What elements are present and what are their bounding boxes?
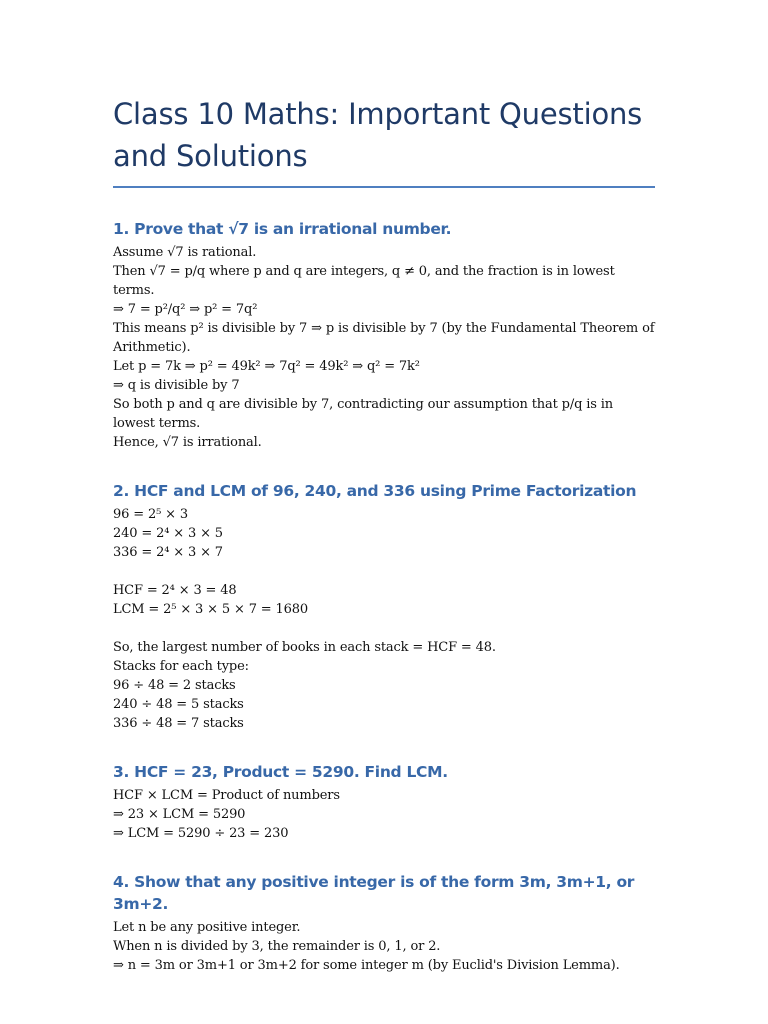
body-line: Then √7 = p/q where p and q are integers, q ≠ 0, and the fraction is in lowest terms. xyxy=(113,264,619,298)
body-line: 336 ÷ 48 = 7 stacks xyxy=(113,716,244,731)
body-line: ⇒ n = 3m or 3m+1 or 3m+2 for some integer m (by Euclid's Division Lemma). xyxy=(113,958,620,973)
body-line: 96 = 2⁵ × 3 xyxy=(113,507,188,522)
section-heading: 2. HCF and LCM of 96, 240, and 336 using Prime Factorization xyxy=(113,482,637,500)
body-line: So both p and q are divisible by 7, contradicting our assumption that p/q is in lowest terms. xyxy=(113,397,617,431)
body-line: Hence, √7 is irrational. xyxy=(113,435,262,450)
body-line: So, the largest number of books in each stack = HCF = 48. xyxy=(113,640,496,655)
body-line: 336 = 2⁴ × 3 × 7 xyxy=(113,545,223,560)
body-line: This means p² is divisible by 7 ⇒ p is divisible by 7 (by the Fundamental Theorem of xyxy=(113,321,655,336)
section-heading: 1. Prove that √7 is an irrational number. xyxy=(113,220,452,238)
title-divider xyxy=(113,186,655,188)
section-heading: 3. HCF = 23, Product = 5290. Find LCM. xyxy=(113,763,448,781)
blank-line xyxy=(113,562,655,581)
section-heading: 4. Show that any positive integer is of the form 3m, 3m+1, or 3m+2. xyxy=(113,873,635,913)
body-line: LCM = 2⁵ × 3 × 5 × 7 = 1680 xyxy=(113,602,309,617)
blank-line xyxy=(113,619,655,638)
page-title: Class 10 Maths: Important Questions and Solutions xyxy=(113,97,643,173)
body-line: When n is divided by 3, the remainder is 0, 1, or 2. xyxy=(113,939,441,954)
body-line: Assume √7 is rational. xyxy=(113,245,257,260)
section-4 xyxy=(113,871,655,975)
body-line: Let n be any positive integer. xyxy=(113,920,301,935)
body-line: HCF = 2⁴ × 3 = 48 xyxy=(113,583,237,598)
body-line: 96 ÷ 48 = 2 stacks xyxy=(113,678,236,693)
body-line: ⇒ 23 × LCM = 5290 xyxy=(113,807,246,822)
body-line: ⇒ LCM = 5290 ÷ 23 = 230 xyxy=(113,826,289,841)
body-line: HCF × LCM = Product of numbers xyxy=(113,788,340,803)
section-2 xyxy=(113,480,655,733)
body-line: Stacks for each type: xyxy=(113,659,249,674)
section-1 xyxy=(113,218,655,452)
body-line: 240 ÷ 48 = 5 stacks xyxy=(113,697,244,712)
section-3 xyxy=(113,761,655,843)
body-line: 240 = 2⁴ × 3 × 5 xyxy=(113,526,223,541)
body-line: ⇒ 7 = p²/q² ⇒ p² = 7q² xyxy=(113,302,258,317)
body-line: Let p = 7k ⇒ p² = 49k² ⇒ 7q² = 49k² ⇒ q² = 7k² xyxy=(113,359,420,374)
body-line: ⇒ q is divisible by 7 xyxy=(113,378,240,393)
body-line: Arithmetic). xyxy=(113,340,191,355)
